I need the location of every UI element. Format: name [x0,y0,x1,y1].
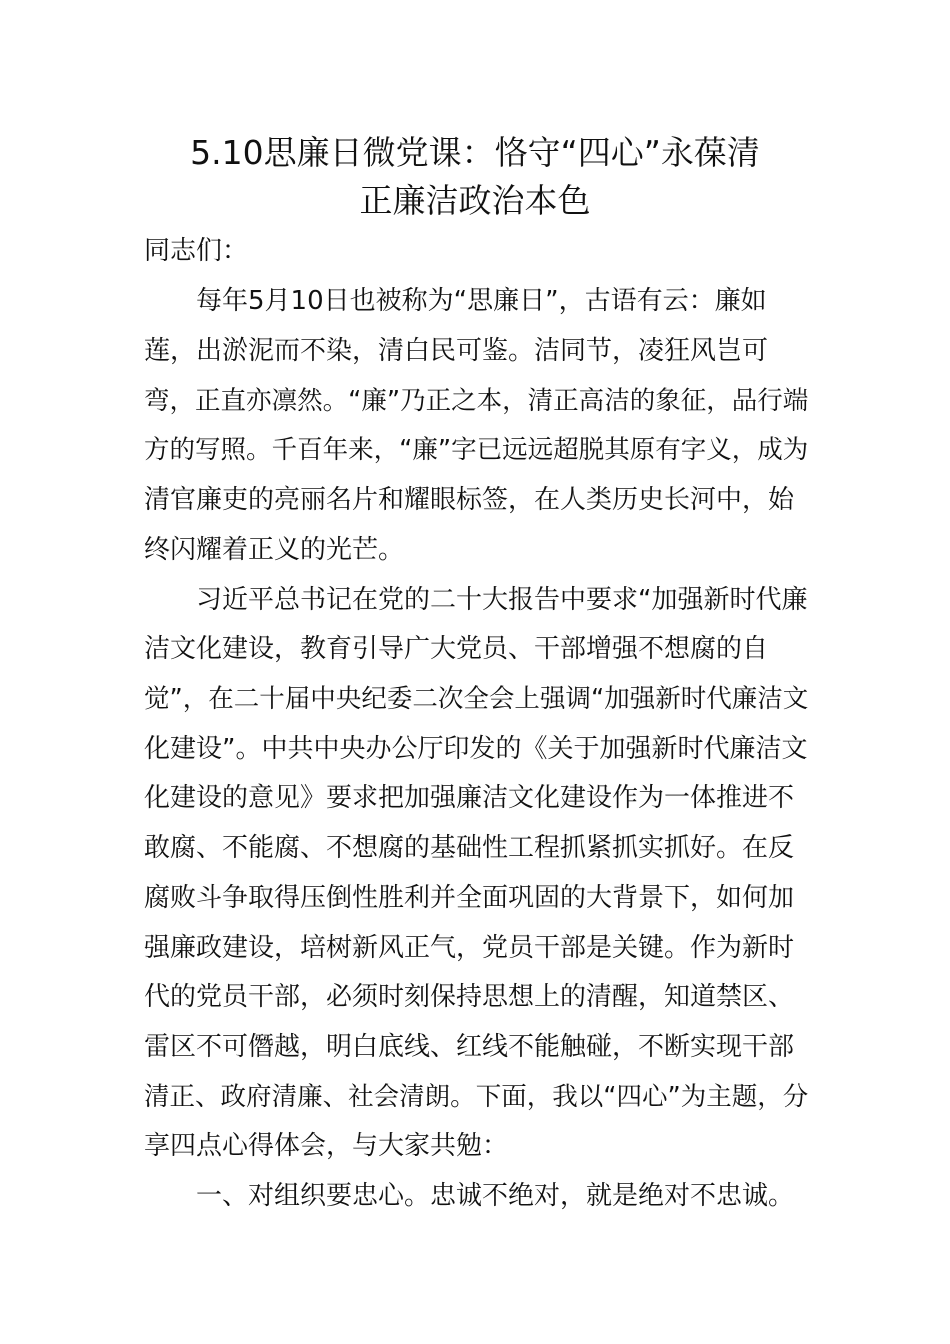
paragraph-1-line-2: 莲，出淤泥而不染，清白民可鉴。洁同节，凌狂风岂可 [144,336,769,366]
paragraph-1-line-4: 方的写照。千百年来，“廉”字已远远超脱其原有字义，成为 [144,435,809,465]
document-title-line-1: 5.10思廉日微党课：恪守“四心”永葆清 [190,133,760,172]
salutation: 同志们： [144,236,249,266]
paragraph-1-line-3: 弯，正直亦凛然。“廉”乃正之本，清正高洁的象征，品行端 [144,386,809,416]
paragraph-2-line-3: 觉”，在二十届中央纪委二次全会上强调“加强新时代廉洁文 [144,684,809,714]
paragraph-2-line-4: 化建设”。中共中央办公厅印发的《关于加强新时代廉洁文 [144,734,808,764]
document-title-line-2: 正廉洁政治本色 [359,181,591,220]
paragraph-2-line-9: 代的党员干部，必须时刻保持思想上的清醒，知道禁区、 [144,982,795,1012]
paragraph-2-line-10: 雷区不可僭越，明白底线、红线不能触碰，不断实现干部 [144,1032,795,1062]
paragraph-2-line-7: 腐败斗争取得压倒性胜利并全面巩固的大背景下，如何加 [144,883,795,913]
paragraph-1-line-5: 清官廉吏的亮丽名片和耀眼标签，在人类历史长河中，始 [144,485,795,515]
paragraph-1-line-6: 终闪耀着正义的光芒。 [144,535,405,565]
paragraph-1-line-1: 每年5月10日也被称为“思廉日”，古语有云：廉如 [196,286,767,316]
paragraph-2-line-2: 洁文化建设，教育引导广大党员、干部增强不想腐的自 [144,634,769,664]
paragraph-2-line-8: 强廉政建设，培树新风正气，党员干部是关键。作为新时 [144,933,795,963]
paragraph-2-line-12: 享四点心得体会，与大家共勉： [144,1131,509,1161]
paragraph-2-line-6: 敢腐、不能腐、不想腐的基础性工程抓紧抓实抓好。在反 [144,833,795,863]
paragraph-2-line-1: 习近平总书记在党的二十大报告中要求“加强新时代廉 [196,585,808,615]
paragraph-2-line-11: 清正、政府清廉、社会清朗。下面，我以“四心”为主题，分 [144,1082,809,1112]
paragraph-2-line-5: 化建设的意见》要求把加强廉洁文化建设作为一体推进不 [144,783,795,813]
section-1-heading: 一、对组织要忠心。忠诚不绝对，就是绝对不忠诚。 [196,1181,795,1211]
